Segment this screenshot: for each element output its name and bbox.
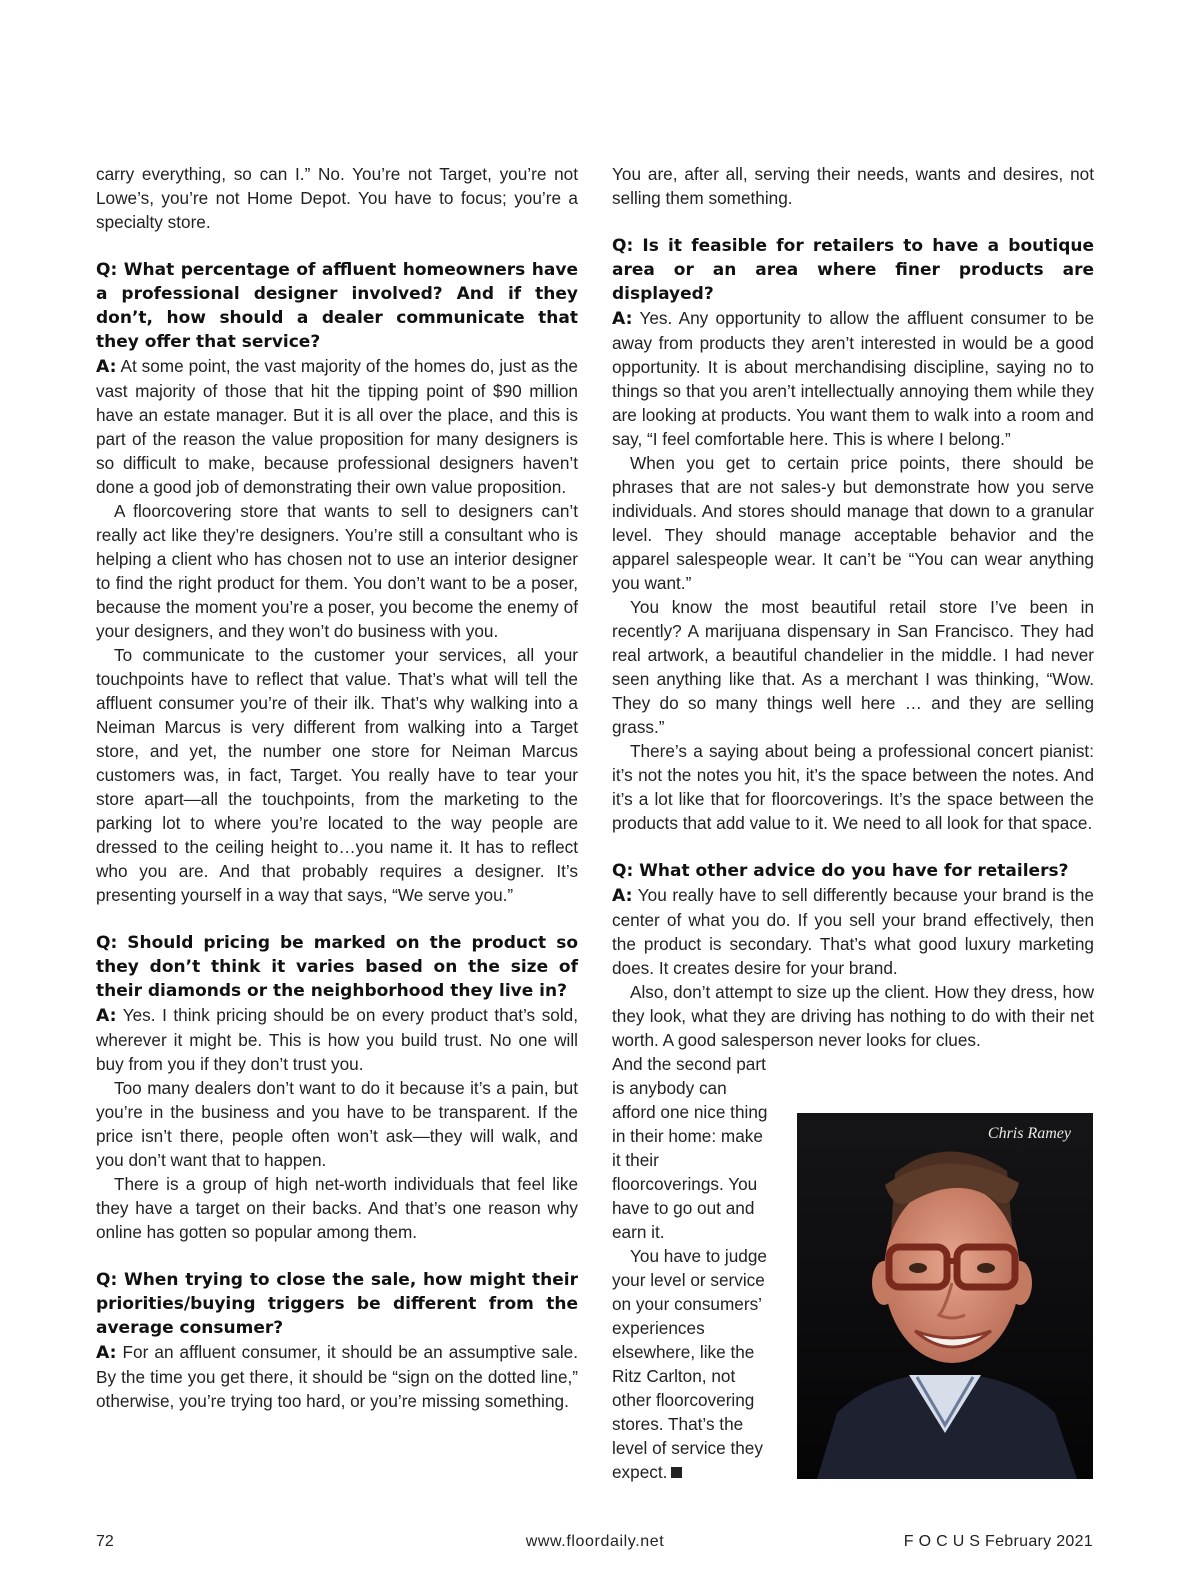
portrait-illustration bbox=[797, 1113, 1093, 1479]
answer-paragraph bbox=[612, 883, 1094, 980]
paragraph: There’s a saying about being a professional concert pianist: it’s not the notes you hit, it’s the space between the notes. And it’s a lot like that for floorcoverings. It’s the space between the products that add value to it. We need to all look for that space. bbox=[612, 741, 1094, 833]
footer-url: www.floordaily.net bbox=[525, 1533, 665, 1550]
left-column bbox=[96, 162, 578, 1413]
answer-text: Yes. I think pricing should be on every product that’s sold, wherever it might be. This is how you build trust. No one will buy from you if they don’t trust you. bbox=[96, 1005, 578, 1074]
paragraph: When you get to certain price points, there should be phrases that are not sales-y but demonstrate how you serve individuals. And stores should manage that down to a granular level. They should manage acceptable behavior and the apparel salespeople wear. It can’t be “You can wear anything you want.” bbox=[612, 453, 1094, 593]
question-heading: Q: When trying to close the sale, how might their priorities/buying triggers be different from the average consumer? bbox=[96, 1270, 578, 1338]
paragraph: To communicate to the customer your services, all your touchpoints have to reflect that value. That’s what will tell the affluent consumer you’re of their ilk. That’s why walking into a Neiman Marcus is very different from walking into a Target store, and yet, the number one store for Neiman Marcus customers was, in fact, Target. You really have to tear your store apart—all the touchpoints, from the marketing to the parking lot to where you’re located to the way people are dressed to the ceiling height to…you name it. It has to reflect who you are. And that probably requires a designer. It’s presenting yourself in a way that says, “We serve you.” bbox=[96, 645, 578, 905]
paragraph: carry everything, so can I.” No. You’re not Target, you’re not Lowe’s, you’re not Home Depot. You have to focus; you’re a specialty store. bbox=[96, 164, 578, 232]
answer-text: Yes. Any opportunity to allow the affluent consumer to be away from products they aren’t interested in would be a good opportunity. It is about merchandising discipline, saying no to things so that you aren’t intellectually annoying them while they are looking at products. You want them to walk into a room and say, “I feel comfortable here. This is where I belong.” bbox=[612, 308, 1094, 449]
paragraph: There is a group of high net-worth individuals that feel like they have a target on their backs. And that’s one reason why online has gotten so popular among them. bbox=[96, 1174, 578, 1242]
answer-text: For an affluent consumer, it should be an assumptive sale. By the time you get there, it should be “sign on the dotted line,” otherwise, you’re trying too hard, or you’re missing something. bbox=[96, 1342, 578, 1411]
paragraph: A floorcovering store that wants to sell to designers can’t really act like they’re designers. You’re still a consultant who is helping a client who has chosen not to use an interior designer to find the right product for them. You don’t want to be a poser, because the moment you’re a poser, you become the enemy of your designers, and they won’t do business with you. bbox=[96, 501, 578, 641]
wrap-text-block bbox=[612, 1052, 774, 1484]
answer-text: You really have to sell differently because your brand is the center of what you do. If you sell your brand effectively, then the product is secondary. That’s what good luxury marketing does. It creates desire for your brand. bbox=[612, 885, 1094, 978]
answer-paragraph bbox=[96, 354, 578, 499]
answer-paragraph bbox=[96, 1003, 578, 1076]
question-heading: Q: What percentage of affluent homeowners have a professional designer involved? And if they don’t, how should a dealer communicate that they offer that service? bbox=[96, 260, 578, 352]
answer-label: A: bbox=[96, 357, 117, 377]
question-heading: Q: Should pricing be marked on the product so they don’t think it varies based on the size of their diamonds or the neighborhood they live in? bbox=[96, 933, 578, 1001]
answer-text: At some point, the vast majority of the homes do, just as the vast majority of those that hit the tipping point of $90 million have an estate manager. But it is all over the place, and this is part of the reason the value proposition for many designers is so difficult to make, because professional designers haven’t done a good job of demonstrating their own value proposition. bbox=[96, 356, 578, 497]
answer-paragraph bbox=[96, 1340, 578, 1413]
paragraph: You are, after all, serving their needs, wants and desires, not selling them something. bbox=[612, 164, 1094, 208]
paragraph-text: You have to judge your level or service on your consumers’ experiences elsewhere, like the Ritz Carlton, not other floorcovering stores. That’s the level of service they expect. bbox=[612, 1246, 767, 1482]
answer-label: A: bbox=[612, 886, 633, 906]
page-number: 72 bbox=[96, 1533, 114, 1550]
answer-label: A: bbox=[96, 1343, 117, 1363]
answer-label: A: bbox=[96, 1006, 117, 1026]
paragraph bbox=[612, 1244, 774, 1484]
end-of-article-mark bbox=[671, 1467, 682, 1478]
portrait-photo bbox=[797, 1113, 1093, 1479]
photo-caption: Chris Ramey bbox=[987, 1125, 1071, 1142]
paragraph: And the second part is anybody can afford one nice thing in their home: make it their floorcoverings. You have to go out and earn it. bbox=[612, 1054, 768, 1242]
question-heading: Q: Is it feasible for retailers to have a boutique area or an area where finer products are displayed? bbox=[612, 236, 1094, 304]
answer-paragraph bbox=[612, 306, 1094, 451]
question-heading: Q: What other advice do you have for retailers? bbox=[612, 861, 1069, 881]
paragraph: Too many dealers don’t want to do it because it’s a pain, but you’re in the business and you have to be transparent. If the price isn’t there, people often won’t ask—they will walk, and you don’t want that to happen. bbox=[96, 1078, 578, 1170]
answer-label: A: bbox=[612, 309, 633, 329]
footer-publication: F O C U S February 2021 bbox=[903, 1533, 1093, 1550]
paragraph: You know the most beautiful retail store I’ve been in recently? A marijuana dispensary in San Francisco. They had real artwork, a beautiful chandelier in the middle. I had never seen anything like that. As a merchant I was thinking, “Wow. They do so many things well here … and they are selling grass.” bbox=[612, 597, 1094, 737]
paragraph: Also, don’t attempt to size up the client. How they dress, how they look, what they are driving has nothing to do with their net worth. A good salesperson never looks for clues. bbox=[612, 982, 1094, 1050]
